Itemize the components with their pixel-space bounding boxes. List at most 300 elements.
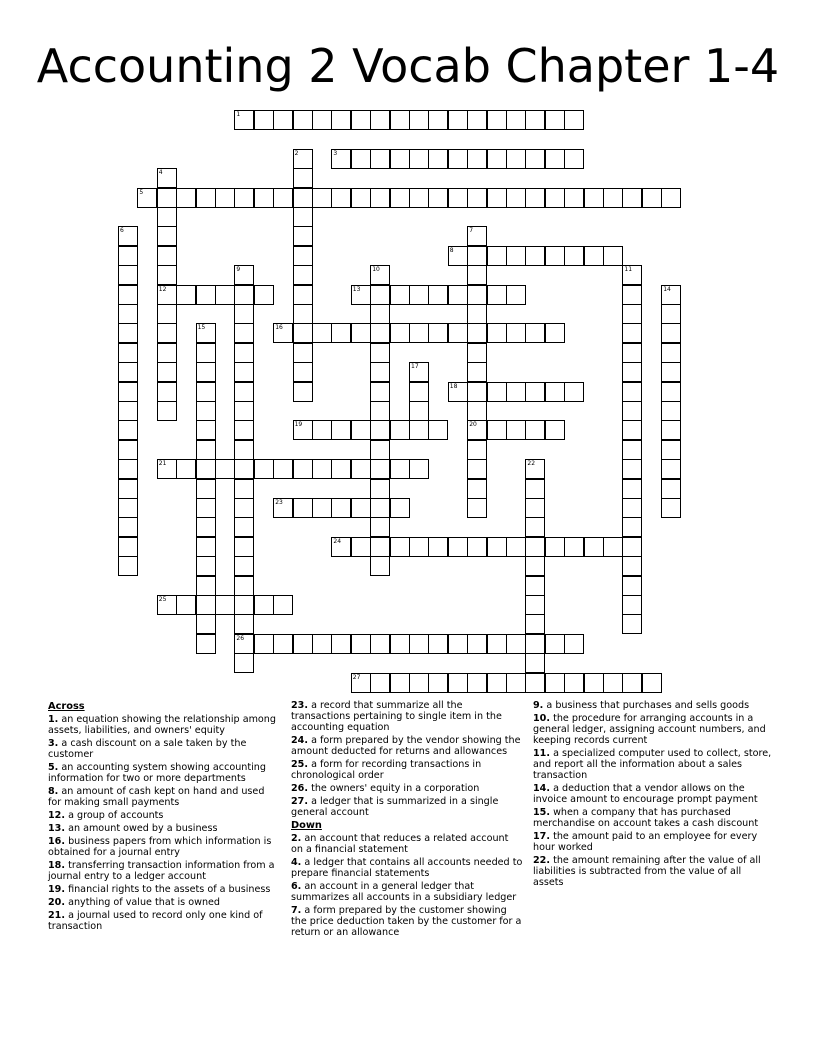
grid-cell[interactable]: [176, 285, 196, 305]
grid-cell[interactable]: [370, 188, 390, 208]
grid-cell[interactable]: [661, 362, 681, 382]
grid-cell[interactable]: [622, 362, 642, 382]
grid-cell[interactable]: [157, 362, 177, 382]
grid-cell[interactable]: [467, 226, 487, 246]
grid-cell[interactable]: [467, 459, 487, 479]
grid-cell[interactable]: [370, 517, 390, 537]
grid-cell[interactable]: [351, 149, 371, 169]
grid-cell[interactable]: [293, 207, 313, 227]
grid-cell[interactable]: [118, 556, 138, 576]
grid-cell[interactable]: [118, 498, 138, 518]
grid-cell[interactable]: [487, 382, 507, 402]
grid-cell[interactable]: [390, 149, 410, 169]
grid-cell[interactable]: [506, 110, 526, 130]
grid-cell[interactable]: [273, 595, 293, 615]
grid-cell[interactable]: [196, 595, 216, 615]
grid-cell[interactable]: [234, 653, 254, 673]
grid-cell[interactable]: [506, 246, 526, 266]
grid-cell[interactable]: [196, 285, 216, 305]
grid-cell[interactable]: [351, 420, 371, 440]
grid-cell[interactable]: [622, 265, 642, 285]
grid-cell[interactable]: [390, 110, 410, 130]
grid-cell[interactable]: [584, 673, 604, 693]
grid-cell[interactable]: [293, 323, 313, 343]
grid-cell[interactable]: [293, 382, 313, 402]
grid-cell[interactable]: [370, 323, 390, 343]
grid-cell[interactable]: [487, 537, 507, 557]
grid-cell[interactable]: [390, 420, 410, 440]
grid-cell[interactable]: [448, 673, 468, 693]
grid-cell[interactable]: [467, 382, 487, 402]
grid-cell[interactable]: [622, 285, 642, 305]
grid-cell[interactable]: [215, 459, 235, 479]
grid-cell[interactable]: [176, 595, 196, 615]
grid-cell[interactable]: [196, 556, 216, 576]
grid-cell[interactable]: [545, 246, 565, 266]
grid-cell[interactable]: [293, 149, 313, 169]
grid-cell[interactable]: [506, 149, 526, 169]
grid-cell[interactable]: [603, 188, 623, 208]
grid-cell[interactable]: [467, 149, 487, 169]
grid-cell[interactable]: [215, 188, 235, 208]
grid-cell[interactable]: [428, 188, 448, 208]
grid-cell[interactable]: [390, 285, 410, 305]
grid-cell[interactable]: [157, 207, 177, 227]
grid-cell[interactable]: [351, 323, 371, 343]
grid-cell[interactable]: [545, 188, 565, 208]
grid-cell[interactable]: [293, 498, 313, 518]
grid-cell[interactable]: [409, 634, 429, 654]
grid-cell[interactable]: [331, 149, 351, 169]
grid-cell[interactable]: [564, 246, 584, 266]
grid-cell[interactable]: [118, 459, 138, 479]
grid-cell[interactable]: [254, 459, 274, 479]
grid-cell[interactable]: [157, 595, 177, 615]
grid-cell[interactable]: [467, 343, 487, 363]
grid-cell[interactable]: [234, 440, 254, 460]
grid-cell[interactable]: [370, 459, 390, 479]
grid-cell[interactable]: [428, 673, 448, 693]
grid-cell[interactable]: [273, 459, 293, 479]
grid-cell[interactable]: [409, 110, 429, 130]
grid-cell[interactable]: [467, 401, 487, 421]
grid-cell[interactable]: [370, 285, 390, 305]
grid-cell[interactable]: [409, 188, 429, 208]
grid-cell[interactable]: [622, 576, 642, 596]
grid-cell[interactable]: [234, 498, 254, 518]
grid-cell[interactable]: [118, 479, 138, 499]
grid-cell[interactable]: [661, 304, 681, 324]
grid-cell[interactable]: [525, 498, 545, 518]
grid-cell[interactable]: [661, 285, 681, 305]
grid-cell[interactable]: [370, 673, 390, 693]
grid-cell[interactable]: [118, 382, 138, 402]
grid-cell[interactable]: [196, 343, 216, 363]
grid-cell[interactable]: [118, 537, 138, 557]
grid-cell[interactable]: [370, 537, 390, 557]
grid-cell[interactable]: [564, 188, 584, 208]
grid-cell[interactable]: [370, 401, 390, 421]
grid-cell[interactable]: [467, 634, 487, 654]
grid-cell[interactable]: [293, 246, 313, 266]
grid-cell[interactable]: [525, 556, 545, 576]
grid-cell[interactable]: [370, 110, 390, 130]
grid-cell[interactable]: [331, 420, 351, 440]
grid-cell[interactable]: [118, 285, 138, 305]
grid-cell[interactable]: [603, 673, 623, 693]
grid-cell[interactable]: [525, 634, 545, 654]
grid-cell[interactable]: [370, 479, 390, 499]
grid-cell[interactable]: [370, 149, 390, 169]
grid-cell[interactable]: [545, 420, 565, 440]
grid-cell[interactable]: [487, 420, 507, 440]
grid-cell[interactable]: [661, 420, 681, 440]
grid-cell[interactable]: [622, 498, 642, 518]
grid-cell[interactable]: [118, 420, 138, 440]
grid-cell[interactable]: [157, 246, 177, 266]
grid-cell[interactable]: [370, 382, 390, 402]
grid-cell[interactable]: [234, 556, 254, 576]
grid-cell[interactable]: [331, 459, 351, 479]
grid-cell[interactable]: [234, 362, 254, 382]
grid-cell[interactable]: [409, 420, 429, 440]
grid-cell[interactable]: [506, 323, 526, 343]
grid-cell[interactable]: [409, 673, 429, 693]
grid-cell[interactable]: [312, 459, 332, 479]
grid-cell[interactable]: [409, 362, 429, 382]
grid-cell[interactable]: [157, 304, 177, 324]
grid-cell[interactable]: [293, 343, 313, 363]
grid-cell[interactable]: [234, 576, 254, 596]
grid-cell[interactable]: [254, 595, 274, 615]
grid-cell[interactable]: [196, 517, 216, 537]
grid-cell[interactable]: [293, 110, 313, 130]
grid-cell[interactable]: [351, 634, 371, 654]
grid-cell[interactable]: [196, 498, 216, 518]
grid-cell[interactable]: [370, 265, 390, 285]
grid-cell[interactable]: [506, 382, 526, 402]
grid-cell[interactable]: [234, 188, 254, 208]
grid-cell[interactable]: [525, 673, 545, 693]
grid-cell[interactable]: [525, 420, 545, 440]
grid-cell[interactable]: [661, 479, 681, 499]
grid-cell[interactable]: [254, 110, 274, 130]
grid-cell[interactable]: [370, 634, 390, 654]
grid-cell[interactable]: [448, 634, 468, 654]
grid-cell[interactable]: [351, 537, 371, 557]
grid-cell[interactable]: [390, 459, 410, 479]
grid-cell[interactable]: [351, 673, 371, 693]
grid-cell[interactable]: [390, 673, 410, 693]
grid-cell[interactable]: [467, 440, 487, 460]
grid-cell[interactable]: [448, 323, 468, 343]
grid-cell[interactable]: [487, 110, 507, 130]
grid-cell[interactable]: [196, 420, 216, 440]
grid-cell[interactable]: [390, 634, 410, 654]
grid-cell[interactable]: [196, 537, 216, 557]
grid-cell[interactable]: [293, 226, 313, 246]
grid-cell[interactable]: [215, 595, 235, 615]
grid-cell[interactable]: [545, 323, 565, 343]
grid-cell[interactable]: [196, 188, 216, 208]
grid-cell[interactable]: [196, 614, 216, 634]
grid-cell[interactable]: [157, 343, 177, 363]
grid-cell[interactable]: [622, 420, 642, 440]
grid-cell[interactable]: [564, 673, 584, 693]
grid-cell[interactable]: [370, 420, 390, 440]
grid-cell[interactable]: [293, 168, 313, 188]
grid-cell[interactable]: [254, 634, 274, 654]
grid-cell[interactable]: [331, 188, 351, 208]
grid-cell[interactable]: [176, 459, 196, 479]
grid-cell[interactable]: [642, 188, 662, 208]
grid-cell[interactable]: [622, 323, 642, 343]
grid-cell[interactable]: [467, 246, 487, 266]
grid-cell[interactable]: [409, 149, 429, 169]
grid-cell[interactable]: [118, 343, 138, 363]
grid-cell[interactable]: [118, 517, 138, 537]
grid-cell[interactable]: [525, 188, 545, 208]
grid-cell[interactable]: [234, 401, 254, 421]
grid-cell[interactable]: [467, 673, 487, 693]
grid-cell[interactable]: [428, 149, 448, 169]
grid-cell[interactable]: [428, 285, 448, 305]
grid-cell[interactable]: [467, 323, 487, 343]
grid-cell[interactable]: [525, 459, 545, 479]
grid-cell[interactable]: [487, 246, 507, 266]
grid-cell[interactable]: [603, 246, 623, 266]
grid-cell[interactable]: [196, 362, 216, 382]
grid-cell[interactable]: [584, 537, 604, 557]
grid-cell[interactable]: [661, 188, 681, 208]
grid-cell[interactable]: [622, 343, 642, 363]
grid-cell[interactable]: [564, 382, 584, 402]
grid-cell[interactable]: [234, 265, 254, 285]
grid-cell[interactable]: [409, 285, 429, 305]
grid-cell[interactable]: [157, 285, 177, 305]
grid-cell[interactable]: [118, 226, 138, 246]
grid-cell[interactable]: [234, 634, 254, 654]
grid-cell[interactable]: [467, 537, 487, 557]
grid-cell[interactable]: [584, 188, 604, 208]
grid-cell[interactable]: [564, 149, 584, 169]
grid-cell[interactable]: [487, 285, 507, 305]
grid-cell[interactable]: [642, 673, 662, 693]
grid-cell[interactable]: [312, 323, 332, 343]
grid-cell[interactable]: [157, 382, 177, 402]
grid-cell[interactable]: [370, 498, 390, 518]
grid-cell[interactable]: [157, 401, 177, 421]
grid-cell[interactable]: [661, 440, 681, 460]
grid-cell[interactable]: [390, 537, 410, 557]
grid-cell[interactable]: [545, 382, 565, 402]
grid-cell[interactable]: [622, 537, 642, 557]
grid-cell[interactable]: [293, 362, 313, 382]
grid-cell[interactable]: [525, 576, 545, 596]
grid-cell[interactable]: [428, 537, 448, 557]
grid-cell[interactable]: [428, 110, 448, 130]
grid-cell[interactable]: [273, 323, 293, 343]
grid-cell[interactable]: [467, 110, 487, 130]
grid-cell[interactable]: [525, 382, 545, 402]
grid-cell[interactable]: [448, 188, 468, 208]
grid-cell[interactable]: [545, 537, 565, 557]
grid-cell[interactable]: [351, 188, 371, 208]
grid-cell[interactable]: [234, 323, 254, 343]
grid-cell[interactable]: [370, 556, 390, 576]
grid-cell[interactable]: [118, 401, 138, 421]
grid-cell[interactable]: [351, 498, 371, 518]
grid-cell[interactable]: [312, 110, 332, 130]
grid-cell[interactable]: [390, 498, 410, 518]
grid-cell[interactable]: [234, 479, 254, 499]
grid-cell[interactable]: [506, 673, 526, 693]
grid-cell[interactable]: [487, 634, 507, 654]
grid-cell[interactable]: [564, 110, 584, 130]
grid-cell[interactable]: [487, 149, 507, 169]
grid-cell[interactable]: [118, 440, 138, 460]
grid-cell[interactable]: [525, 479, 545, 499]
grid-cell[interactable]: [118, 265, 138, 285]
grid-cell[interactable]: [370, 343, 390, 363]
grid-cell[interactable]: [622, 556, 642, 576]
grid-cell[interactable]: [661, 382, 681, 402]
grid-cell[interactable]: [273, 498, 293, 518]
grid-cell[interactable]: [254, 285, 274, 305]
grid-cell[interactable]: [293, 188, 313, 208]
grid-cell[interactable]: [448, 382, 468, 402]
grid-cell[interactable]: [448, 246, 468, 266]
grid-cell[interactable]: [370, 362, 390, 382]
grid-cell[interactable]: [467, 498, 487, 518]
grid-cell[interactable]: [525, 595, 545, 615]
grid-cell[interactable]: [622, 595, 642, 615]
grid-cell[interactable]: [506, 634, 526, 654]
grid-cell[interactable]: [409, 323, 429, 343]
grid-cell[interactable]: [525, 246, 545, 266]
grid-cell[interactable]: [467, 420, 487, 440]
grid-cell[interactable]: [622, 304, 642, 324]
grid-cell[interactable]: [331, 634, 351, 654]
grid-cell[interactable]: [506, 188, 526, 208]
grid-cell[interactable]: [448, 149, 468, 169]
grid-cell[interactable]: [331, 110, 351, 130]
grid-cell[interactable]: [196, 323, 216, 343]
grid-cell[interactable]: [196, 459, 216, 479]
grid-cell[interactable]: [467, 188, 487, 208]
grid-cell[interactable]: [564, 537, 584, 557]
grid-cell[interactable]: [312, 634, 332, 654]
grid-cell[interactable]: [661, 498, 681, 518]
grid-cell[interactable]: [312, 188, 332, 208]
grid-cell[interactable]: [351, 459, 371, 479]
grid-cell[interactable]: [525, 110, 545, 130]
grid-cell[interactable]: [584, 246, 604, 266]
grid-cell[interactable]: [661, 323, 681, 343]
grid-cell[interactable]: [525, 323, 545, 343]
grid-cell[interactable]: [564, 634, 584, 654]
grid-cell[interactable]: [157, 265, 177, 285]
grid-cell[interactable]: [525, 149, 545, 169]
grid-cell[interactable]: [622, 401, 642, 421]
grid-cell[interactable]: [622, 479, 642, 499]
grid-cell[interactable]: [234, 382, 254, 402]
grid-cell[interactable]: [467, 265, 487, 285]
grid-cell[interactable]: [293, 420, 313, 440]
grid-cell[interactable]: [661, 343, 681, 363]
grid-cell[interactable]: [118, 246, 138, 266]
grid-cell[interactable]: [525, 653, 545, 673]
grid-cell[interactable]: [525, 517, 545, 537]
grid-cell[interactable]: [293, 459, 313, 479]
grid-cell[interactable]: [331, 498, 351, 518]
grid-cell[interactable]: [428, 323, 448, 343]
grid-cell[interactable]: [545, 673, 565, 693]
grid-cell[interactable]: [661, 401, 681, 421]
grid-cell[interactable]: [622, 614, 642, 634]
grid-cell[interactable]: [545, 110, 565, 130]
grid-cell[interactable]: [428, 634, 448, 654]
grid-cell[interactable]: [215, 285, 235, 305]
grid-cell[interactable]: [622, 382, 642, 402]
grid-cell[interactable]: [506, 285, 526, 305]
grid-cell[interactable]: [525, 537, 545, 557]
grid-cell[interactable]: [545, 149, 565, 169]
grid-cell[interactable]: [331, 537, 351, 557]
grid-cell[interactable]: [467, 362, 487, 382]
grid-cell[interactable]: [409, 537, 429, 557]
grid-cell[interactable]: [234, 420, 254, 440]
grid-cell[interactable]: [467, 304, 487, 324]
grid-cell[interactable]: [409, 459, 429, 479]
grid-cell[interactable]: [467, 285, 487, 305]
grid-cell[interactable]: [157, 459, 177, 479]
grid-cell[interactable]: [622, 440, 642, 460]
grid-cell[interactable]: [312, 420, 332, 440]
grid-cell[interactable]: [448, 285, 468, 305]
grid-cell[interactable]: [234, 343, 254, 363]
grid-cell[interactable]: [331, 323, 351, 343]
grid-cell[interactable]: [234, 459, 254, 479]
grid-cell[interactable]: [622, 517, 642, 537]
grid-cell[interactable]: [390, 188, 410, 208]
grid-cell[interactable]: [234, 614, 254, 634]
grid-cell[interactable]: [118, 304, 138, 324]
grid-cell[interactable]: [157, 168, 177, 188]
grid-cell[interactable]: [234, 110, 254, 130]
grid-cell[interactable]: [603, 537, 623, 557]
grid-cell[interactable]: [118, 362, 138, 382]
grid-cell[interactable]: [273, 634, 293, 654]
grid-cell[interactable]: [234, 595, 254, 615]
grid-cell[interactable]: [137, 188, 157, 208]
grid-cell[interactable]: [196, 576, 216, 596]
grid-cell[interactable]: [293, 634, 313, 654]
grid-cell[interactable]: [467, 479, 487, 499]
grid-cell[interactable]: [661, 459, 681, 479]
grid-cell[interactable]: [370, 304, 390, 324]
grid-cell[interactable]: [448, 110, 468, 130]
grid-cell[interactable]: [487, 188, 507, 208]
grid-cell[interactable]: [234, 517, 254, 537]
grid-cell[interactable]: [196, 401, 216, 421]
grid-cell[interactable]: [118, 323, 138, 343]
grid-cell[interactable]: [390, 323, 410, 343]
grid-cell[interactable]: [176, 188, 196, 208]
grid-cell[interactable]: [487, 673, 507, 693]
grid-cell[interactable]: [293, 265, 313, 285]
grid-cell[interactable]: [370, 440, 390, 460]
